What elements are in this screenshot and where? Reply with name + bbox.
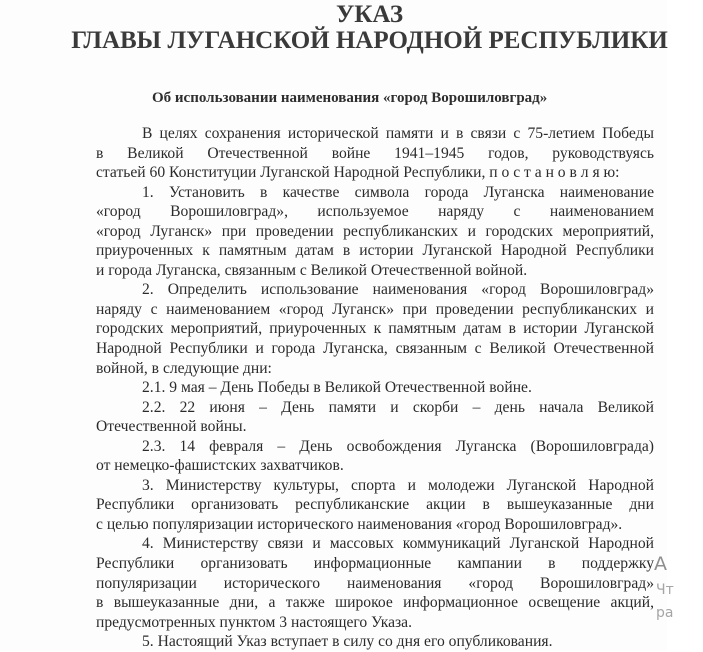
document-text-line: с целью популяризации исторического наименования «город Ворошиловград». xyxy=(96,515,623,533)
document-title: УКАЗ xyxy=(335,1,404,28)
activation-watermark-line-3: ра xyxy=(656,605,674,621)
document-text-line: войной, в следующие дни: xyxy=(96,359,272,377)
document-text-line: в Великой Отечественной войне 1941–1945 годов, руководствуясь xyxy=(96,144,654,162)
document-text-line: 1. Установить в качестве символа города Луганска наименование xyxy=(142,183,654,201)
document-text-line: Отечественной войны. xyxy=(96,418,247,436)
document-body xyxy=(96,124,654,652)
document-text-line: статьей 60 Конституции Луганской Народной Республики, п о с т а н о в л я ю: xyxy=(96,164,620,182)
document-text-line: приуроченных к памятным датам в истории Луганской Народной Республики xyxy=(96,242,654,260)
document-text-line: 4. Министерству связи и массовых коммуникаций Луганской Народной xyxy=(142,535,654,553)
document-text-line: В целях сохранения исторической памяти и в связи с 75-летием Победы xyxy=(142,125,654,142)
document-text-line: 2. Определить использование наименования «город Ворошиловград» xyxy=(142,281,654,299)
document-text-line: 5. Настоящий Указ вступает в силу со дня его опубликования. xyxy=(142,633,553,651)
document-text-line: Республики организовать информационные кампании в поддержку xyxy=(96,555,654,573)
document-text-line: городских мероприятий, приуроченных к памятным датам в истории Луганской xyxy=(96,320,654,338)
document-text-line: наряду с наименованием «город Луганск» при проведении республиканских и xyxy=(96,300,654,318)
document-text-line: «город Луганск» при проведении республиканских и городских мероприятий, xyxy=(96,222,654,240)
document-text-line: 2.1. 9 мая – День Победы в Великой Отечественной войне. xyxy=(142,379,532,397)
document-text-line: «город Ворошиловград», используемое наряду с наименованием xyxy=(96,203,654,221)
document-text-line: 2.2. 22 июня – День памяти и скорби – день начала Великой xyxy=(142,398,654,416)
document-text-line: популяризации исторического наименования «город Ворошиловград» xyxy=(96,574,654,592)
document-text-line: предусмотренных пунктом 3 настоящего Указа. xyxy=(96,613,412,631)
activation-watermark-line-2: Чт xyxy=(656,582,674,598)
document-text-line: 3. Министерству культуры, спорта и молодежи Луганской Народной xyxy=(142,476,654,494)
document-subject: Об использовании наименования «город Ворошиловград» xyxy=(152,90,548,106)
document-text-line: 2.3. 14 февраля – День освобождения Луганска (Ворошиловграда) xyxy=(142,437,654,455)
document-text-line: Народной Республики и города Луганска, связанным с Великой Отечественной xyxy=(96,340,654,358)
document-text-line: Республики организовать республиканские акции в вышеуказанные дни xyxy=(96,496,654,514)
activation-watermark-line-1: А xyxy=(654,553,667,575)
document-text-line: и города Луганска, связанным с Великой Отечественной войной. xyxy=(96,261,528,279)
document-issuer: ГЛАВЫ ЛУГАНСКОЙ НАРОДНОЙ РЕСПУБЛИКИ xyxy=(71,27,668,54)
document-text-line: в вышеуказанные дни, а также широкое информационное освещение акций, xyxy=(96,594,654,612)
document-text-line: от немецко-фашистских захватчиков. xyxy=(96,457,344,475)
